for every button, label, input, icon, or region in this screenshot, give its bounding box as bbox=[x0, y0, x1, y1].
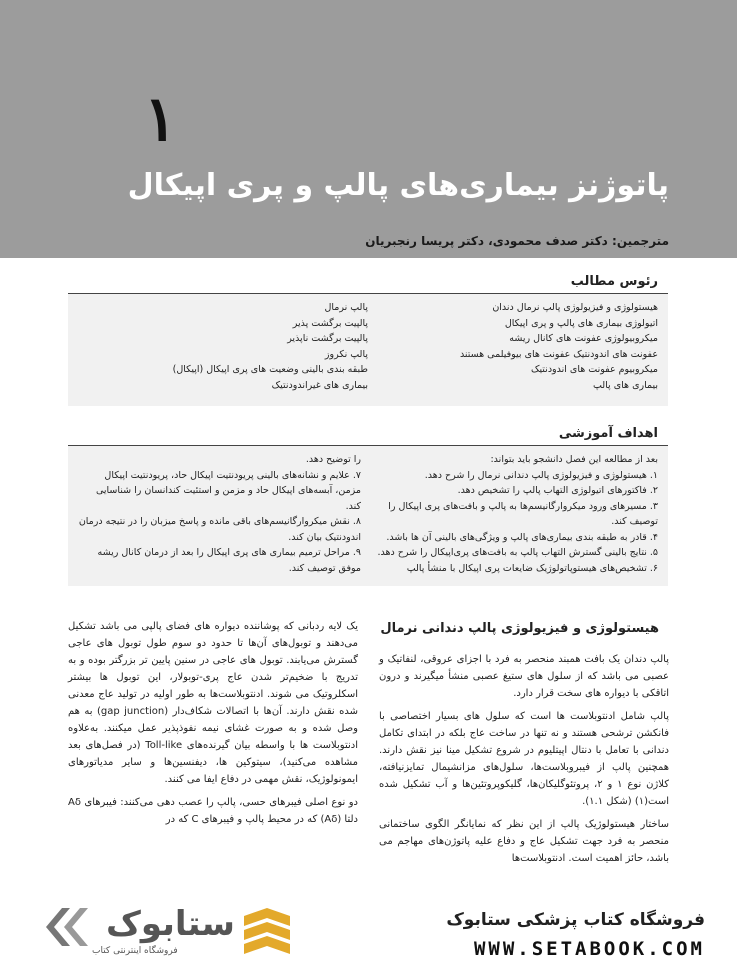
toc-item: اتیولوژی بیماری های پالپ و پری اپیکال bbox=[504, 317, 658, 329]
chapter-header bbox=[0, 0, 737, 258]
goals-box bbox=[68, 422, 668, 586]
body-right-column bbox=[379, 620, 669, 873]
goals-right-column bbox=[361, 452, 658, 578]
body-paragraph: یک لایه ردبانی که پوشاننده دیواره های فضای پالپی می باشد تشکیل می‌دهند و توبول‌های آن‌ها تا حدود دو سوم طول توبول های عاجی گسترش می‌یابند. توبول های عاجی در سنین پایین تر بزرگتر بوده و به تدریج با ضخیم‌تر شدن عاج پری‌-توبولار، این توبول ها بیشتر اسکلروتیک می شوند. ادنتوبلاست‌ها به طور اولیه در تولید عاج معدنی شده نقش دارند. آن‌ها با اتصالات شکاف‌دار (gap junction) به هم وصل شده و به صورت غشای نیمه نفوذپذیر عمل میکنند. به‌علاوه ادنتوبلاست ها با واسطه بیان گیرنده‌های Toll-like (در فصل‌های بعد مشاهده می‌کنید)، سیتوکین ها، دیفنسین‌ها و سایر مدیاتورهای ایمونولوژیک، نقش مهمی در دفاع ایفا می کنند. bbox=[68, 621, 359, 785]
shop-name: فروشگاه کتاب پزشکی ستابوک bbox=[446, 910, 705, 930]
setabook-logo[interactable] bbox=[40, 902, 235, 962]
goal-item: ۵. نتایج بالینی گسترش التهاب پالپ به بافت‌های پری‌اپیکال را شرح دهد. bbox=[377, 547, 658, 558]
body-paragraph: پالپ شامل ادنتوبلاست ها است که سلول های بسیار اختصاصی با فانکشن ترشحی هستند و نه تنها در ساخت عاج بلکه در ابتدای تکامل دندانی با تعامل با دنتال اپیتلیوم در شروع تشکیل مینا نیز نقش دارند. همچنین پالپ از فیبروبلاست‌ها، سلول‌های مزانشیمال تمایزنیافته، کلاژن نوع ۱ و ۲، پروتئوگلیکان‌ها، گلیکوپروتئین‌ها و آب تشکیل شده است(۱) (شکل ۱.۱). bbox=[379, 711, 669, 807]
goal-item: ۷. علایم و نشانه‌های بالینی پریودنتیت اپیکال حاد، پریودنتیت اپیکال مزمن، آبسه‌های اپیکال حاد و مزمن و استئیت کندانسان را شناسایی کند. bbox=[95, 469, 361, 512]
toc-item: پالپیت برگشت پذیر bbox=[292, 317, 368, 329]
goal-item: ۲. فاکتورهای اتیولوژی التهاب پالپ را تشخیص دهد. bbox=[457, 485, 658, 496]
toc-item: پالپ نکروز bbox=[324, 348, 368, 360]
body-paragraph: دو نوع اصلی فیبرهای حسی، پالپ را عصب دهی می‌کنند: فیبرهای Aδ دلتا (Aδ) که در محیط پالپ و فیبرهای C که در bbox=[68, 797, 358, 825]
toc-body bbox=[68, 294, 668, 406]
toc-item: پالپیت برگشت ناپذیر bbox=[287, 333, 368, 344]
chapter-title: پاتوژنز بیماری‌های پالپ و پری اپیکال bbox=[127, 168, 669, 203]
goal-item: ۶. تشخیص‌های هیستوپاتولوژیک ضایعات پری اپیکال با منشأ پالپ bbox=[406, 562, 658, 574]
shop-url-link[interactable]: WWW.SETABOOK.COM bbox=[473, 938, 705, 960]
toc-title: رئوس مطالب bbox=[68, 270, 668, 294]
logo-wordmark: ستابوک bbox=[106, 904, 235, 944]
toc-item: میکروبیوم عفونت های اندودنتیک bbox=[530, 364, 658, 375]
footer-banner bbox=[0, 880, 737, 976]
toc-item: عفونت های اندودنتیک عفونت های بیوفیلمی هستند bbox=[459, 348, 658, 360]
goal-item: ۱. هیستولوژی و فیزیولوژی پالپ دندانی نرمال را شرح دهد. bbox=[424, 469, 658, 481]
goal-item: ۸. نقش میکروارگانیسم‌های باقی مانده و پاسخ میزبان را در نتیجه درمان اندودنتیک بیان کند. bbox=[78, 516, 361, 543]
chevron-logo-icon bbox=[40, 902, 100, 952]
goals-body bbox=[68, 446, 668, 586]
goals-title: اهداف آموزشی bbox=[68, 422, 668, 446]
toc-right-column bbox=[368, 300, 658, 398]
toc-item: طبقه بندی بالینی وضعیت های پری اپیکال (اپیکال) bbox=[172, 364, 368, 375]
goal-item: را توضیح دهد. bbox=[305, 454, 361, 465]
goals-left-column bbox=[78, 452, 361, 578]
toc-item: پالپ نرمال bbox=[324, 302, 368, 313]
toc-item: میکروبیولوژی عفونت های کانال ریشه bbox=[509, 333, 658, 344]
body-paragraph: ساختار هیستولوژیک پالپ از این نظر که نمایانگر الگوی ساختمانی منحصر به فرد جهت تشکیل عاج و دفاع علیه پاتوژن‌های مهاجم می باشد، حائز اهمیت است. ادنتوبلاست‌ها bbox=[379, 819, 669, 864]
toc-left-column bbox=[78, 300, 368, 398]
toc-box bbox=[68, 270, 668, 406]
section-heading: هیستولوژی و فیزیولوژی پالپ دندانی نرمال bbox=[380, 621, 659, 636]
toc-item: هیستولوژی و فیزیولوژی پالپ نرمال دندان bbox=[492, 302, 658, 313]
translators-line: مترجمین: دکتر صدف محمودی، دکتر پریسا رنجبریان bbox=[365, 234, 669, 248]
logo-subtitle: فروشگاه اینترنتی کتاب bbox=[92, 946, 178, 956]
toc-item: بیماری های غیراندودنتیک bbox=[271, 379, 368, 391]
body-left-column bbox=[68, 618, 358, 834]
goal-item: ۳. مسیرهای ورود میکروارگانیسم‌ها به پالپ و بافت‌های پری اپیکال را توصیف کند. bbox=[388, 500, 658, 527]
body-paragraph: پالپ دندان یک بافت همبند منحصر به فرد با اجزای عروقی، لنفاتیک و عصبی می باشد که از سلول های ستیغ عصبی منشأ میگیرند و درون اتاقکی با دیواره های سخت قرار دارد. bbox=[379, 654, 669, 699]
book-mark-icon bbox=[240, 906, 294, 956]
goal-item: ۹. مراحل ترمیم بیماری های پری اپیکال را بعد از درمان کانال ریشه موفق توصیف کند. bbox=[97, 547, 361, 574]
toc-item: بیماری های پالپ bbox=[592, 379, 658, 391]
goal-item: بعد از مطالعه این فصل دانشجو باید بتواند: bbox=[490, 454, 658, 465]
chapter-number: ۱ bbox=[143, 82, 177, 155]
goal-item: ۴. قادر به طبقه بندی بیماری‌های پالپ و ویژگی‌های بالینی آن ها باشد. bbox=[386, 531, 658, 543]
